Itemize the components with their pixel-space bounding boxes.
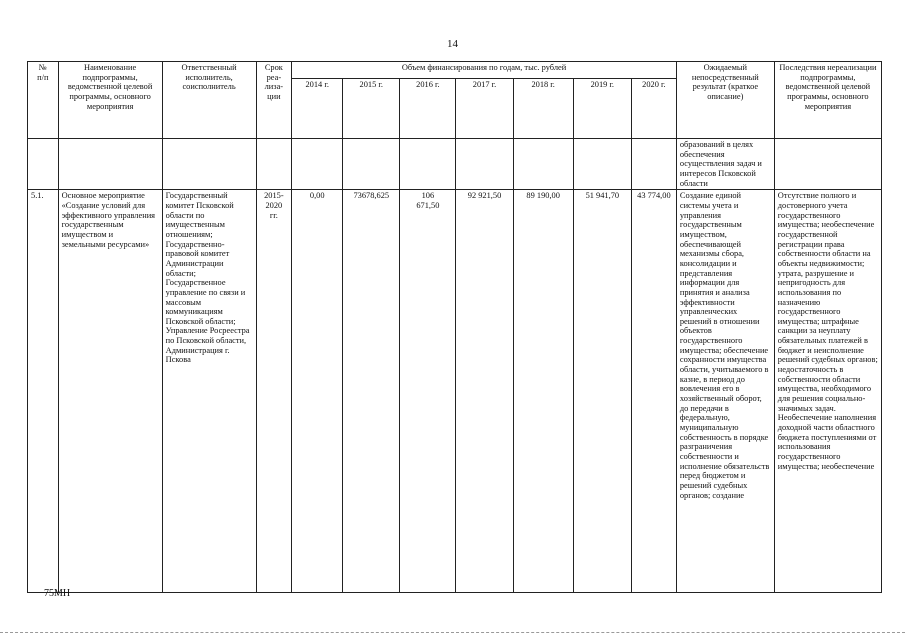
row-value-2018: 89 190,00 xyxy=(513,190,573,593)
row-value-2015: 73678,625 xyxy=(343,190,400,593)
page-number: 14 xyxy=(447,38,458,50)
row-num: 5.1. xyxy=(28,190,59,593)
continuation-row xyxy=(28,139,882,190)
header-year: 2014 г. xyxy=(292,79,343,139)
table-row xyxy=(28,190,882,593)
header-year: 2018 г. xyxy=(513,79,573,139)
row-value-2014: 0,00 xyxy=(292,190,343,593)
row-value-2020: 43 774,00 xyxy=(631,190,676,593)
financing-table xyxy=(27,61,882,593)
header-year: 2019 г. xyxy=(573,79,631,139)
row-consequences: Отсутствие полного и достоверного учета государственного имущества; необеспечение государственной регистрации права собственности области на объекты недвижимости; утрата, разрушение и непригодность для использования по назначению государственного имущества; штрафные санкции за неуплату обязательных платежей в бюджет и неисполнение решений судебных органов; недостаточность в собственности области имущества, необходимого для решения социально-значимых задач. Необеспечение наполнения доходной части областного бюджета поступлениями от использования государственного имущества; необеспечение xyxy=(774,190,881,593)
header-expected-result: Ожидаемый непосредственный результат (краткое описание) xyxy=(676,62,774,139)
row-value-2019: 51 941,70 xyxy=(573,190,631,593)
header-name: Наименование подпрограммы, ведомственной целевой программы, основного мероприятия xyxy=(58,62,162,139)
header-year: 2017 г. xyxy=(456,79,513,139)
scan-edge-divider xyxy=(0,632,905,635)
row-executor: Государственный комитет Псковской области по имущественным отношениям; Государственно-правовой комитет Администрации области; Государственное управление по связи и массовым коммуникациям Псковской области; Управление Росреестра по Псковской области, Администрация г. Пскова xyxy=(162,190,256,593)
continuation-expected-result: образований в целях обеспечения осуществления задач и интересов Псковской области xyxy=(676,139,774,190)
header-executor: Ответственный исполнитель, соисполнитель xyxy=(162,62,256,139)
header-num: № п/п xyxy=(28,62,59,139)
header-period: Срок реа- лиза- ции xyxy=(256,62,292,139)
header-consequences: Последствия нереализации подпрограммы, ведомственной целевой программы, основного мероприятия xyxy=(774,62,881,139)
row-period: 2015- 2020 гг. xyxy=(256,190,292,593)
footer-code: 75МН xyxy=(44,588,71,599)
header-year: 2015 г. xyxy=(343,79,400,139)
row-value-2017: 92 921,50 xyxy=(456,190,513,593)
row-value-2016: 106 671,50 xyxy=(400,190,456,593)
header-financing: Объем финансирования по годам, тыс. рублей xyxy=(292,62,677,79)
header-year: 2016 г. xyxy=(400,79,456,139)
header-year: 2020 г. xyxy=(631,79,676,139)
row-name: Основное мероприятие «Создание условий для эффективного управления государственным имуществом и земельными ресурсами» xyxy=(58,190,162,593)
row-expected-result: Создание единой системы учета и управления государственным имуществом, обеспечивающей механизмы сбора, консолидации и представления информации для принятия и анализа эффективности управленческих решений в отношении объектов государственного имущества; обеспечение сохранности имущества области, учитываемого в казне, в период до вовлечения его в хозяйственный оборот, до передачи в федеральную, муниципальную собственность в порядке разграничения собственности и исполнение обязательств перед бюджетом и решений судебных органов; создание xyxy=(676,190,774,593)
